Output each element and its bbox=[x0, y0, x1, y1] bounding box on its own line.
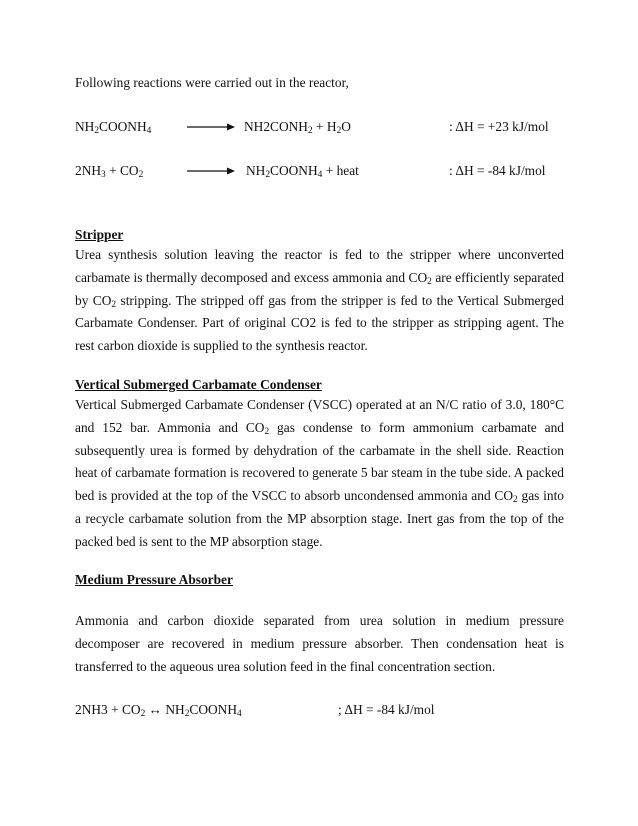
formula-subscript: 2 bbox=[140, 709, 146, 719]
formula-part: COONH bbox=[99, 119, 147, 134]
formula-part: NH bbox=[75, 119, 95, 134]
text-part: are efficiently separated by CO bbox=[75, 269, 564, 308]
formula-part: + CO bbox=[105, 163, 139, 178]
vscc-paragraph bbox=[75, 394, 564, 554]
formula-subscript: 2 bbox=[264, 426, 270, 437]
reaction-arrow-icon bbox=[187, 166, 235, 176]
formula-part: NH2CONH bbox=[244, 119, 308, 134]
formula-part: O bbox=[341, 119, 351, 134]
formula-subscript: 4 bbox=[237, 709, 242, 719]
text-part: stripping. The stripped off gas from the stripper is fed to the Vertical Submerged Carbamate Condenser. Part of original CO2 is fed to the stripper as stripping agent. The rest carbon dioxide is supplied to the synthesis reactor. bbox=[75, 292, 564, 354]
formula-subscript: 2 bbox=[336, 126, 342, 136]
section-heading-mp-absorber: Medium Pressure Absorber bbox=[75, 572, 233, 587]
formula-part: COONH bbox=[189, 702, 238, 717]
formula-subscript: 2 bbox=[307, 126, 313, 136]
text-part: gas condense to form ammonium carbamate and subsequently urea is formed by dehydration of the carbamate in the shell side. Reaction heat of carbamate formation is recovered to generate 5 bar steam in the tube side. A packed bed is provided at the top of the VSCC to absorb uncondensed ammonia and CO bbox=[75, 419, 564, 504]
formula-part: NH bbox=[246, 163, 266, 178]
reaction-reactant bbox=[75, 119, 151, 135]
reaction-enthalpy: : ΔH = -84 kJ/mol bbox=[449, 163, 546, 178]
reaction-arrow-icon bbox=[187, 122, 235, 132]
text-part: Vertical Submerged Carbamate Condenser (VSCC) operated at an N/C ratio of 3.0, 180°C and 152 bar. Ammonia and CO bbox=[75, 397, 564, 435]
formula-subscript: 2 bbox=[94, 126, 100, 136]
intro-text: Following reactions were carried out in the reactor, bbox=[75, 75, 349, 90]
formula-subscript: 2 bbox=[265, 170, 271, 180]
formula-subscript: 2 bbox=[138, 170, 144, 180]
formula-subscript: 4 bbox=[146, 126, 152, 136]
mpa-equation-enthalpy: ; ΔH = -84 kJ/mol bbox=[338, 702, 435, 717]
formula-subscript: 2 bbox=[427, 276, 432, 287]
reaction-product bbox=[244, 119, 351, 135]
formula-part: + heat bbox=[322, 163, 359, 178]
formula-subscript: 2 bbox=[513, 495, 518, 506]
mpa-equation bbox=[75, 702, 242, 718]
formula-part: 2NH bbox=[75, 163, 102, 178]
formula-part: COONH bbox=[270, 163, 318, 178]
formula-part: ↔ NH bbox=[145, 702, 185, 717]
stripper-paragraph bbox=[75, 244, 564, 358]
text-part: Urea synthesis solution leaving the reactor is fed to the stripper where unconverted carbamate is thermally decomposed and excess ammonia and CO bbox=[75, 247, 564, 285]
text-part: gas into a recycle carbamate solution from the MP absorption stage. Inert gas from the top of the packed bed is sent to the MP absorption stage. bbox=[75, 488, 564, 549]
formula-subscript: 3 bbox=[101, 170, 106, 180]
mpa-text: Ammonia and carbon dioxide separated from urea solution in medium pressure decomposer are recovered in medium pressure absorber. Then condensation heat is transferred to the aqueous urea solution feed in the final concentration section. bbox=[75, 613, 564, 674]
mpa-paragraph bbox=[75, 610, 564, 678]
formula-subscript: 2 bbox=[111, 299, 117, 310]
reaction-product bbox=[246, 163, 359, 179]
formula-part: + H bbox=[312, 119, 337, 134]
formula-subscript: 2 bbox=[184, 709, 190, 719]
reaction-enthalpy: : ΔH = +23 kJ/mol bbox=[449, 119, 549, 134]
formula-part: 2NH3 + CO bbox=[75, 702, 141, 717]
formula-subscript: 4 bbox=[317, 170, 323, 180]
section-heading-stripper: Stripper bbox=[75, 227, 124, 242]
section-heading-vscc: Vertical Submerged Carbamate Condenser bbox=[75, 377, 322, 392]
reaction-reactant bbox=[75, 163, 143, 179]
